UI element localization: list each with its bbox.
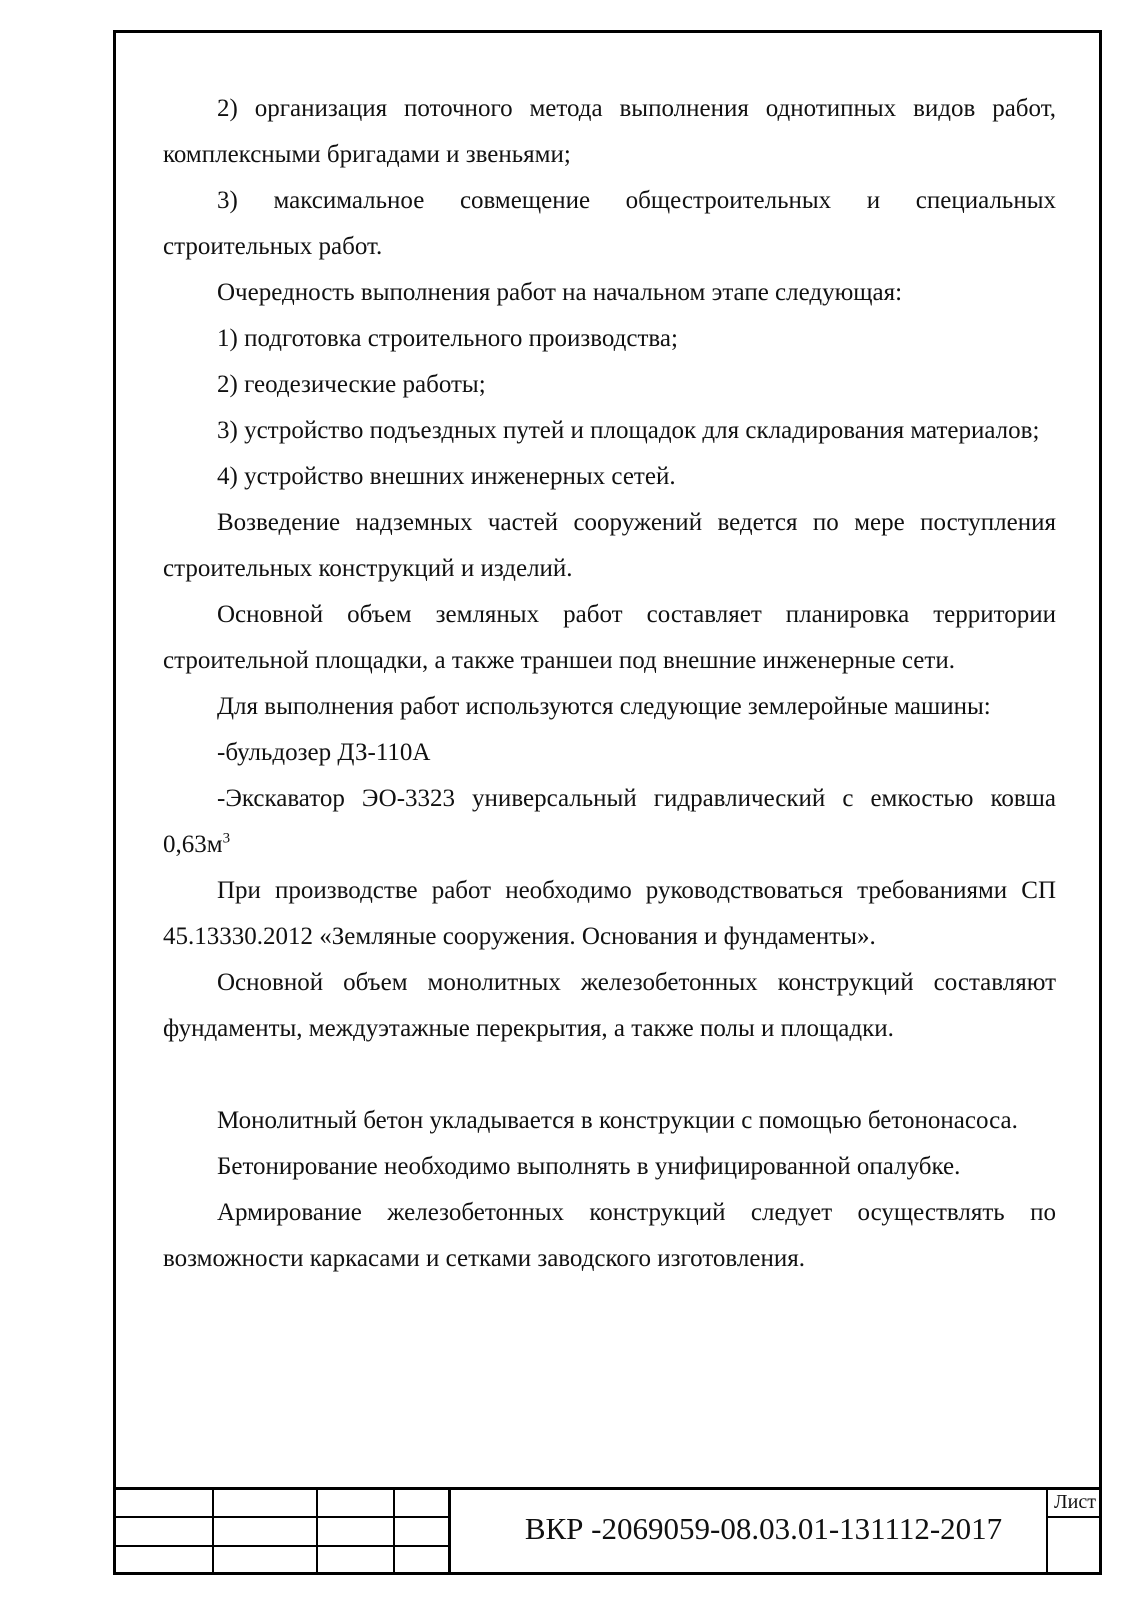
paragraph: Основной объем земляных работ составляет планировка территории строительной площадки, а также траншеи под внешние инженерные сети.	[163, 601, 1056, 674]
title-block-row-line	[113, 1545, 450, 1547]
blank-line	[163, 1052, 1056, 1098]
paragraph: Для выполнения работ используются следующие землеройные машины:	[217, 693, 991, 720]
title-block-col-line	[448, 1487, 451, 1575]
paragraph: Очередность выполнения работ на начальном этапе следующая:	[217, 279, 903, 306]
paragraph: 2) организация поточного метода выполнения однотипных видов работ, комплексными бригадами и звеньями;	[163, 95, 1056, 168]
paragraph: Возведение надземных частей сооружений ведется по мере поступления строительных конструкций и изделий.	[163, 509, 1056, 582]
sheet-label: Лист	[1054, 1491, 1096, 1513]
title-block-col-line	[316, 1487, 318, 1575]
list-item: 3) устройство подъездных путей и площадок для складирования материалов;	[217, 417, 1040, 444]
paragraph: Армирование железобетонных конструкций следует осуществлять по возможности каркасами и сетками заводского изготовления.	[163, 1199, 1056, 1272]
list-item: 4) устройство внешних инженерных сетей.	[217, 463, 676, 490]
document-code: ВКР -2069059-08.03.01-131112-2017	[524, 1511, 1003, 1546]
paragraph: При производстве работ необходимо руководствоваться требованиями СП 45.13330.2012 «Земляные сооружения. Основания и фундаменты».	[163, 877, 1056, 950]
list-item: 2) геодезические работы;	[217, 371, 486, 398]
excavator-text: -Экскаватор ЭО-3323 универсальный гидравлический с емкостью ковша 0,63м	[163, 785, 1056, 858]
paragraph: 3) максимальное совмещение общестроительных и специальных строительных работ.	[163, 187, 1056, 260]
title-block-col-line	[393, 1487, 395, 1575]
list-item-excavator	[163, 776, 1056, 868]
paragraph: Монолитный бетон укладывается в конструкции с помощью бетононасоса.	[217, 1107, 1018, 1134]
paragraph: Основной объем монолитных железобетонных конструкций составляют фундаменты, междуэтажные перекрытия, а также полы и площадки.	[163, 969, 1056, 1042]
list-item: -бульдозер ДЗ-110А	[217, 739, 431, 766]
title-block-row-line	[113, 1516, 450, 1518]
superscript-cubic: 3	[222, 830, 231, 847]
list-item: 1) подготовка строительного производства;	[217, 325, 678, 352]
title-block-top-line	[113, 1487, 1102, 1490]
paragraph: Бетонирование необходимо выполнять в унифицированной опалубке.	[217, 1153, 961, 1180]
title-block	[113, 1487, 1102, 1575]
document-body	[163, 86, 1056, 1282]
sheet-cell-divider	[1048, 1516, 1102, 1518]
title-block-col-line	[212, 1487, 214, 1575]
